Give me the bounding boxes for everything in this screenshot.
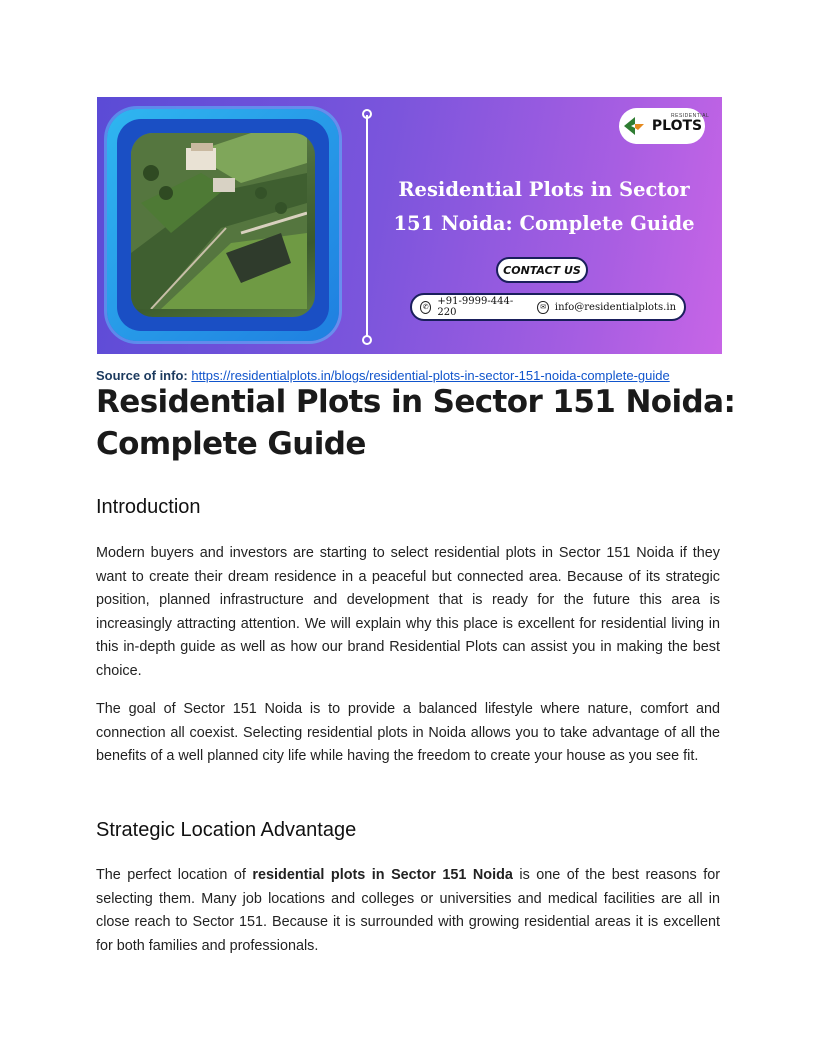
page-title-line-2: Complete Guide	[96, 426, 366, 462]
logo-text: PLOTS	[651, 118, 703, 134]
page-title-line-1: Residential Plots in Sector 151 Noida:	[96, 384, 736, 420]
banner-title-line-1: Residential Plots in Sector	[398, 178, 690, 201]
location-text-start: The perfect location of	[96, 867, 253, 883]
banner-title	[379, 173, 709, 241]
page-title	[96, 381, 736, 465]
aerial-illustration	[131, 133, 307, 309]
phone-icon: ✆	[420, 301, 431, 314]
contact-us-button[interactable]: CONTACT US	[496, 257, 588, 283]
location-keyword: residential plots in Sector 151 Noida	[252, 867, 513, 883]
brand-logo	[619, 108, 710, 144]
contact-info-pill	[410, 293, 686, 321]
intro-paragraph-1: Modern buyers and investors are starting to select residential plots in Sector 151 Noida if they want to create their dream residence in a peaceful but connected area. Because of its strategic position, planned infrastructure and development that is ready for the future this area is increasingly attracting attention. We will explain why this place is excellent for residential living in this in-depth guide as well as how our brand Residential Plots can assist you in making the best choice.	[96, 545, 720, 679]
intro-heading: Introduction	[96, 496, 201, 518]
divider-bottom-dot	[362, 335, 372, 345]
location-paragraph	[96, 864, 720, 958]
location-text-end: is one of the best reasons for selecting them. Many job locations and colleges or universities and medical facilities are all in close reach to Sector 151. Because it is surrounded with growing residential areas it is excellent for both families and professionals.	[96, 867, 721, 954]
email-icon: ✉	[537, 301, 548, 314]
banner-title-line-2: 151 Noida: Complete Guide	[393, 212, 695, 235]
vertical-divider	[366, 115, 368, 337]
aerial-photo-frame	[107, 109, 339, 341]
location-heading: Strategic Location Advantage	[96, 819, 357, 841]
email-address[interactable]: info@residentialplots.in	[554, 301, 677, 313]
source-link[interactable]: https://residentialplots.in/blogs/residential-plots-in-sector-151-noida-complete-guide	[191, 368, 670, 383]
intro-paragraph-2: The goal of Sector 151 Noida is to provide a balanced lifestyle where nature, comfort and connection all coexist. Selecting residential plots in Noida allows you to take advantage of all the benefits of a well planned city life while having the freedom to create your house as you see fit.	[96, 701, 720, 764]
aerial-photo-border	[117, 119, 329, 331]
logo-mark-icon	[622, 115, 648, 137]
hero-banner	[97, 97, 722, 354]
phone-number[interactable]: +91-9999-444-220	[437, 296, 514, 318]
aerial-photo	[131, 133, 315, 317]
source-label: Source of info:	[96, 368, 188, 383]
logo-subtitle: RESIDENTIAL	[671, 113, 710, 119]
